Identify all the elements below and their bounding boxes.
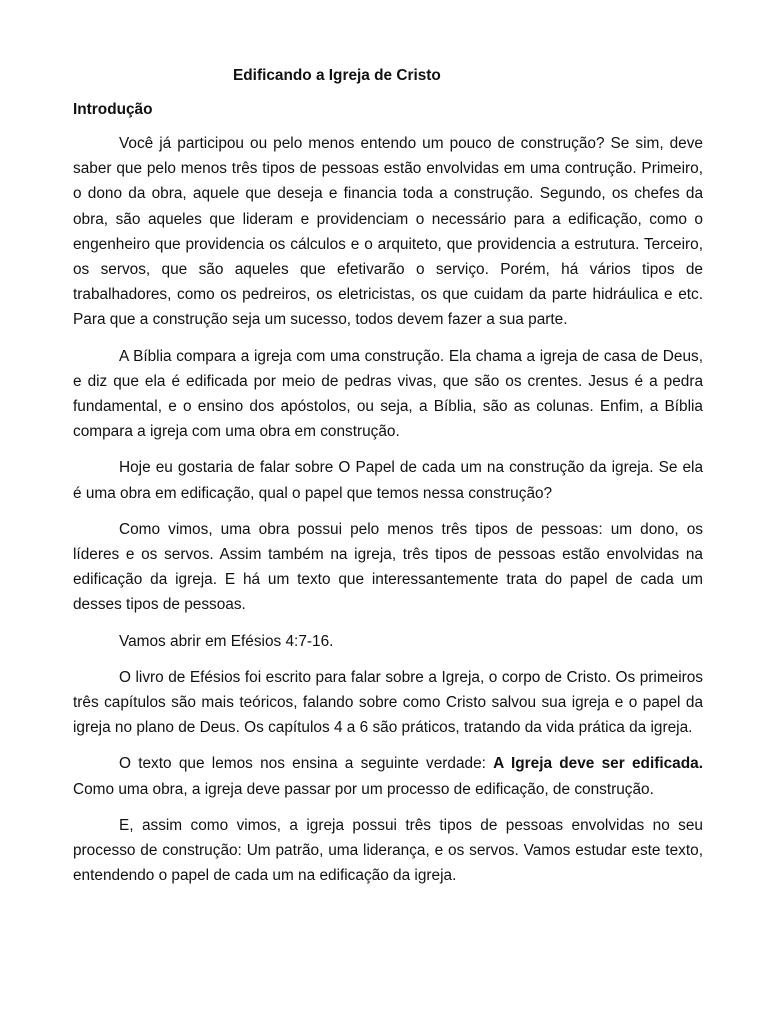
paragraph-8: E, assim como vimos, a igreja possui três tipos de pessoas envolvidas no seu processo de construção: Um patrão, uma liderança, e os servos. Vamos estudar este texto, entendendo o papel de cada um na edificação da igreja. [73, 816, 703, 885]
paragraph-1: Você já participou ou pelo menos entendo um pouco de construção? Se sim, deve saber que pelo menos três tipos de pessoas estão envolvidas em uma contrução. Primeiro, o dono da obra, aquele que deseja e financia toda a construção. Segundo, os chefes da obra, são aqueles que lideram e providenciam o necessário para a edificação, como o engenheiro que providencia os cálculos e o arquiteto, que providencia a estrutura. Terceiro, os servos, que são aqueles que efetivarão o serviço. Porém, há vários tipos de trabalhadores, como os pedreiros, os eletricistas, os que cuidam da parte hidráulica e etc. Para que a construção seja um sucesso, todos devem fazer a sua parte. [73, 135, 703, 329]
paragraph-7-tail: Como uma obra, a igreja deve passar por um processo de edificação, de construção. [73, 780, 654, 798]
paragraph-5: Vamos abrir em Efésios 4:7-16. [119, 632, 334, 650]
document-body [73, 66, 703, 899]
paragraph-3: Hoje eu gostaria de falar sobre O Papel de cada um na construção da igreja. Se ela é uma obra em edificação, qual o papel que temos nessa construção? [73, 459, 703, 502]
paragraph-6: O livro de Efésios foi escrito para falar sobre a Igreja, o corpo de Cristo. Os primeiros três capítulos são mais teóricos, falando sobre como Cristo salvou sua igreja e o papel da igreja no plano de Deus. Os capítulos 4 a 6 são práticos, tratando da vida prática da igreja. [73, 668, 703, 737]
paragraph-2: A Bíblia compara a igreja com uma construção. Ela chama a igreja de casa de Deus, e diz que ela é edificada por meio de pedras vivas, que são os crentes. Jesus é a pedra fundamental, e o ensino dos apóstolos, ou seja, a Bíblia, são as colunas. Enfim, a Bíblia compara a igreja com uma obra em construção. [73, 347, 703, 441]
paragraph-7-emphasis: A Igreja deve ser edificada. [493, 755, 703, 773]
paragraph-4: Como vimos, uma obra possui pelo menos três tipos de pessoas: um dono, os líderes e os servos. Assim também na igreja, três tipos de pessoas estão envolvidas na edificação da igreja. E há um texto que interessantemente trata do papel de cada um desses tipos de pessoas. [73, 520, 703, 614]
section-heading-introducao: Introdução [73, 101, 153, 118]
paragraph-7-lead: O texto que lemos nos ensina a seguinte verdade: [119, 755, 494, 773]
paragraph-7 [73, 751, 703, 801]
document-title: Edificando a Igreja de Cristo [233, 67, 441, 84]
